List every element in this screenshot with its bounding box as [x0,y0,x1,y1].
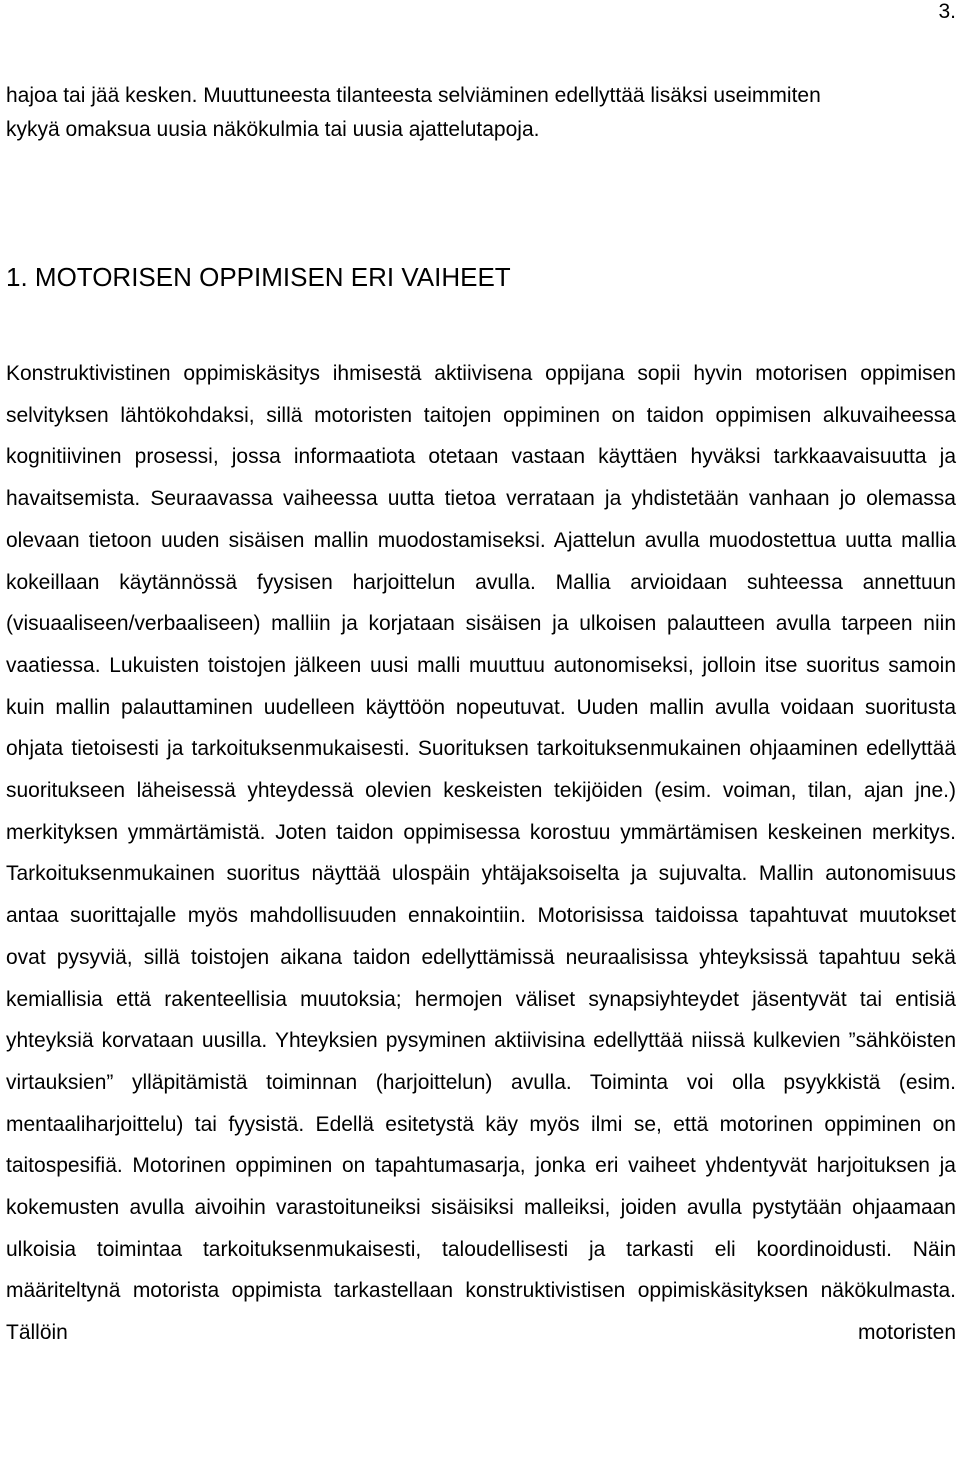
intro-line-2: kykyä omaksua uusia näkökulmia tai uusia ajattelutapoja. [6,118,540,141]
intro-line-1: hajoa tai jää kesken. Muuttuneesta tilanteesta selviäminen edellyttää lisäksi useimmiten [6,84,821,107]
body-paragraph: Konstruktivistinen oppimiskäsitys ihmisestä aktiivisena oppijana sopii hyvin motorisen oppimisen selvityksen lähtökohdaksi, sillä motoristen taitojen oppiminen on taidon oppimisen alkuvaiheessa kognitiivinen prosessi, jossa informaatiota otetaan vastaan käyttäen hyväksi tarkkaavaisuutta ja havaitsemista. Seuraavassa vaiheessa uutta tietoa verrataan ja yhdistetään vanhaan jo olemassa olevaan tietoon uuden sisäisen mallin muodostamiseksi. Ajattelun avulla muodostettua uutta mallia kokeillaan käytännössä fyysisen harjoittelun avulla. Mallia arvioidaan suhteessa annettuun (visuaaliseen/verbaaliseen) malliin ja korjataan sisäisen ja ulkoisen palautteen avulla tarpeen niin vaatiessa. Lukuisten toistojen jälkeen uusi malli muuttuu autonomiseksi, jolloin itse suoritus samoin kuin mallin palauttaminen uudelleen käyttöön nopeutuvat. Uuden mallin avulla voidaan suoritusta ohjata tietoisesti ja tarkoituksenmukaisesti. Suorituksen tarkoituksenmukainen ohjaaminen edellyttää suoritukseen läheisessä yhteydessä olevien keskeisten tekijöiden (esim. voiman, tilan, ajan jne.) merkityksen ymmärtämistä. Joten taidon oppimisessa korostuu ymmärtämisen keskeinen merkitys. Tarkoituksenmukainen suoritus näyttää ulospäin yhtäjaksoiselta ja sujuvalta. Mallin autonomisuus antaa suorittajalle myös mahdollisuuden ennakointiin. Motorisissa taidoissa tapahtuvat muutokset ovat pysyviä, sillä toistojen aikana taidon edellyttämissä neuraalisissa yhteyksissä tapahtuu sekä kemiallisia että rakenteellisia muutoksia; hermojen väliset synapsiyhteydet jäsentyvät tai entisiä yhteyksiä korvataan uusilla. Yhteyksien pysyminen aktiivisina edellyttää niissä kulkevien ”sähköisten virtauksien” ylläpitämistä toiminnan (harjoittelun) avulla. Toiminta voi olla psyykkistä (esim. mentaaliharjoittelu) tai fyysistä. Edellä esitetystä käy myös ilmi se, että motorinen oppiminen on taitospesifiä. Motorinen oppiminen on tapahtumasarja, jonka eri vaiheet yhdentyvät harjoituksen ja kokemusten avulla aivoihin varastoituneiksi sisäisiksi malleiksi, joiden avulla pystytään ohjaamaan ulkoisia toimintaa tarkoituksenmukaisesti, taloudellisesti ja tarkasti eli koordinoidusti. Näin määriteltynä motorista oppimista tarkastellaan konstruktivistisen oppimiskäsityksen näkökulmasta. Tällöin motoristen [6,362,956,1345]
intro-paragraph [6,79,956,147]
section-heading: 1. MOTORISEN OPPIMISEN ERI VAIHEET [6,262,511,292]
page-number: 3. [938,0,956,23]
